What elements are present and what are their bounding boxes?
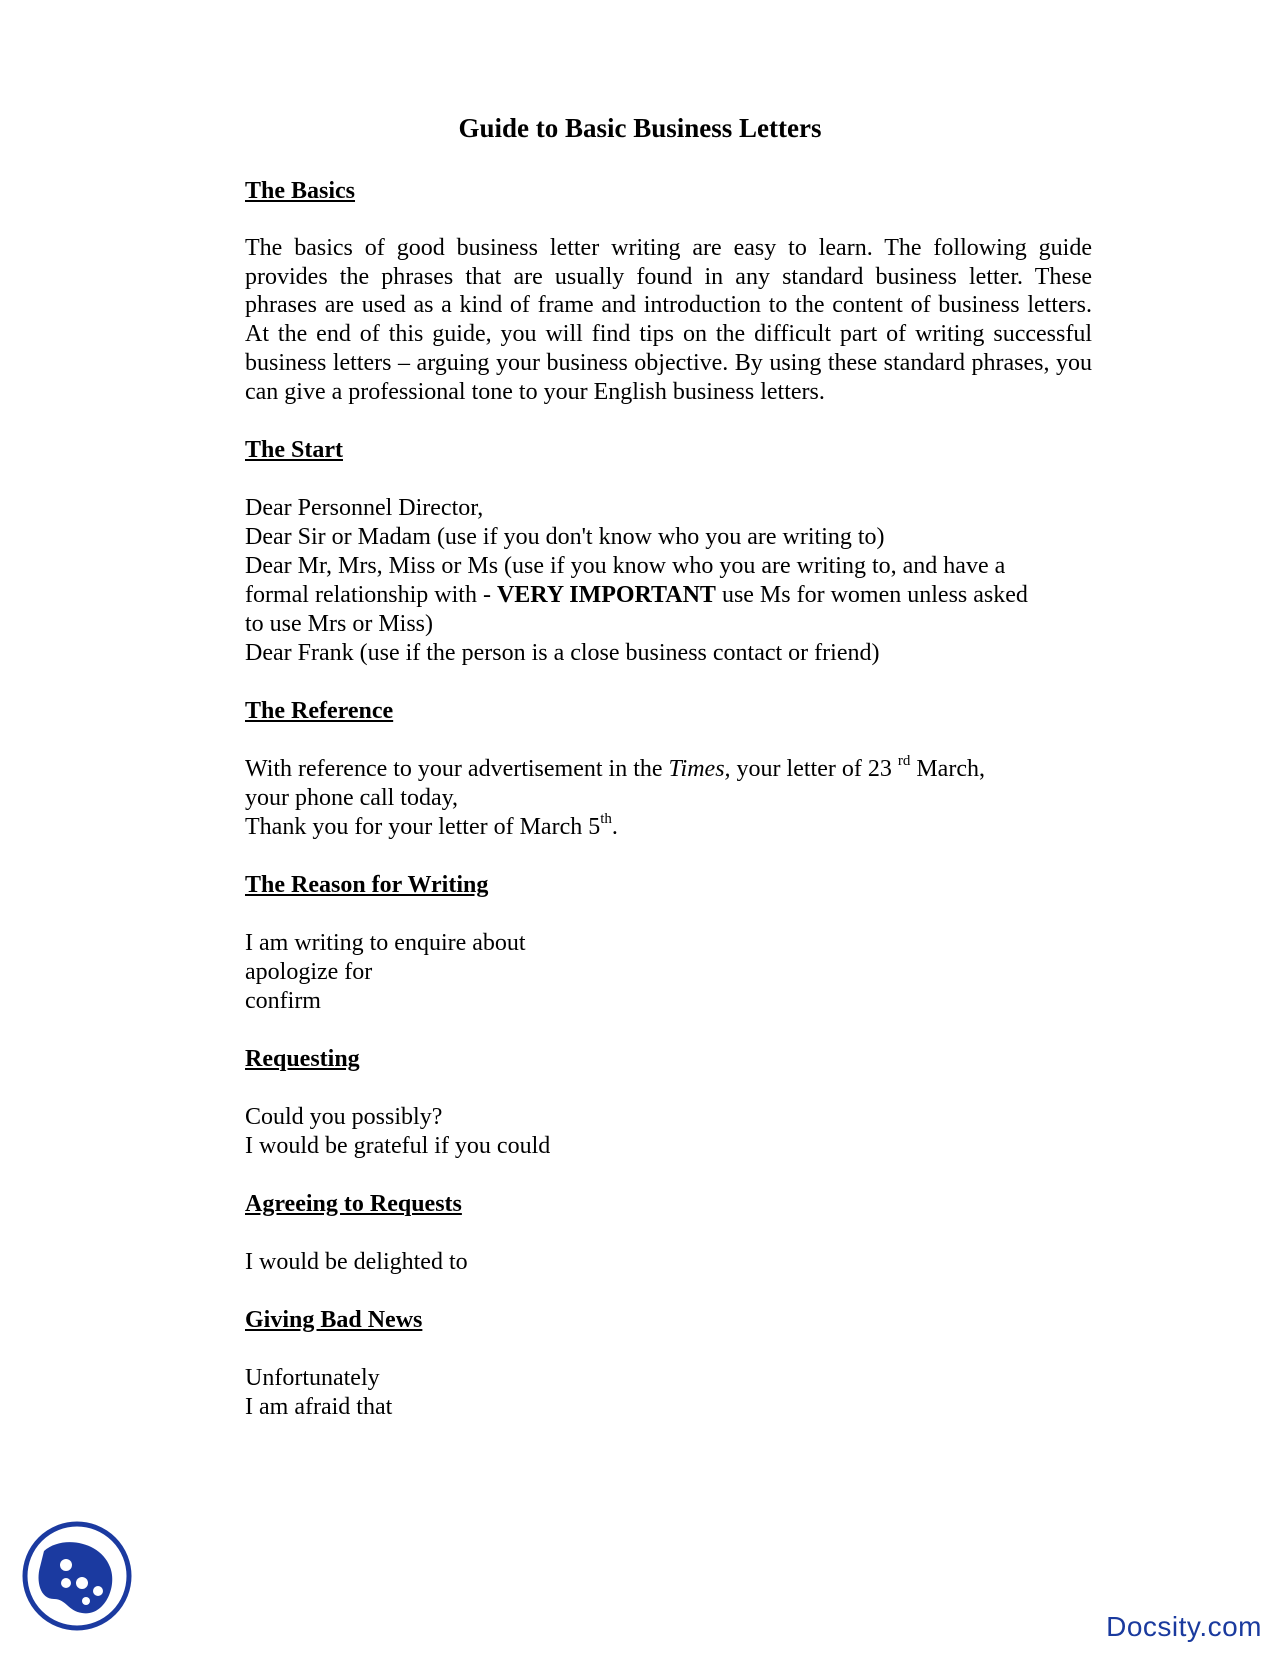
start-line-important (245, 580, 1028, 610)
reference-line (245, 812, 618, 842)
document-title: Guide to Basic Business Letters (458, 113, 822, 143)
reference-line: your phone call today, (245, 785, 459, 811)
very-important-emphasis: VERY IMPORTANT (496, 582, 716, 608)
reference-line (245, 754, 985, 784)
ordinal-suffix: th (600, 811, 612, 827)
reason-line: apologize for (245, 959, 373, 985)
bad-news-line: Unfortunately (245, 1365, 380, 1391)
start-line: Dear Personnel Director, (245, 495, 484, 521)
start-line-text: use Ms for women unless asked (715, 582, 1028, 608)
heading-requesting: Requesting (245, 1046, 360, 1072)
heading-the-basics: The Basics (245, 178, 356, 204)
reference-text: your letter of 23 (730, 756, 898, 782)
reason-line: confirm (245, 988, 321, 1014)
bad-news-line: I am afraid that (245, 1394, 393, 1420)
reference-text: With reference to your advertisement in the (245, 756, 669, 782)
heading-agreeing-to-requests: Agreeing to Requests (245, 1191, 462, 1217)
start-line: to use Mrs or Miss) (245, 611, 434, 637)
start-line: Dear Frank (use if the person is a close business contact or friend) (245, 640, 880, 666)
start-line-text: formal relationship with - (245, 582, 497, 608)
reference-text: March, (910, 756, 985, 782)
times-italic: Times, (668, 756, 731, 782)
heading-the-start: The Start (245, 437, 343, 463)
docsity-logo-icon (22, 1521, 132, 1631)
heading-reason-for-writing: The Reason for Writing (245, 872, 489, 898)
ordinal-suffix: rd (897, 753, 911, 769)
start-line: Dear Sir or Madam (use if you don't know who you are writing to) (245, 524, 885, 550)
reference-text: . (611, 814, 618, 840)
start-line: Dear Mr, Mrs, Miss or Ms (use if you know who you are writing to, and have a (245, 553, 1006, 579)
heading-the-reference: The Reference (245, 698, 394, 724)
reason-line: I am writing to enquire about (245, 930, 526, 956)
agreeing-line: I would be delighted to (245, 1249, 468, 1275)
docsity-brand-link[interactable]: Docsity.com (1106, 1611, 1262, 1642)
requesting-line: Could you possibly? (245, 1104, 443, 1130)
reference-text: Thank you for your letter of March 5 (245, 814, 601, 840)
basics-paragraph: The basics of good business letter writing are easy to learn. The following guide provides the phrases that are usually found in any standard business letter. These phrases are used as a kind of frame and introduction to the content of business letters. At the end of this guide, you will find tips on the difficult part of writing successful business letters – arguing your business objective. By using these standard phrases, you can give a professional tone to your English business letters. (245, 235, 1092, 405)
requesting-line: I would be grateful if you could (245, 1133, 551, 1159)
heading-giving-bad-news: Giving Bad News (245, 1307, 423, 1333)
